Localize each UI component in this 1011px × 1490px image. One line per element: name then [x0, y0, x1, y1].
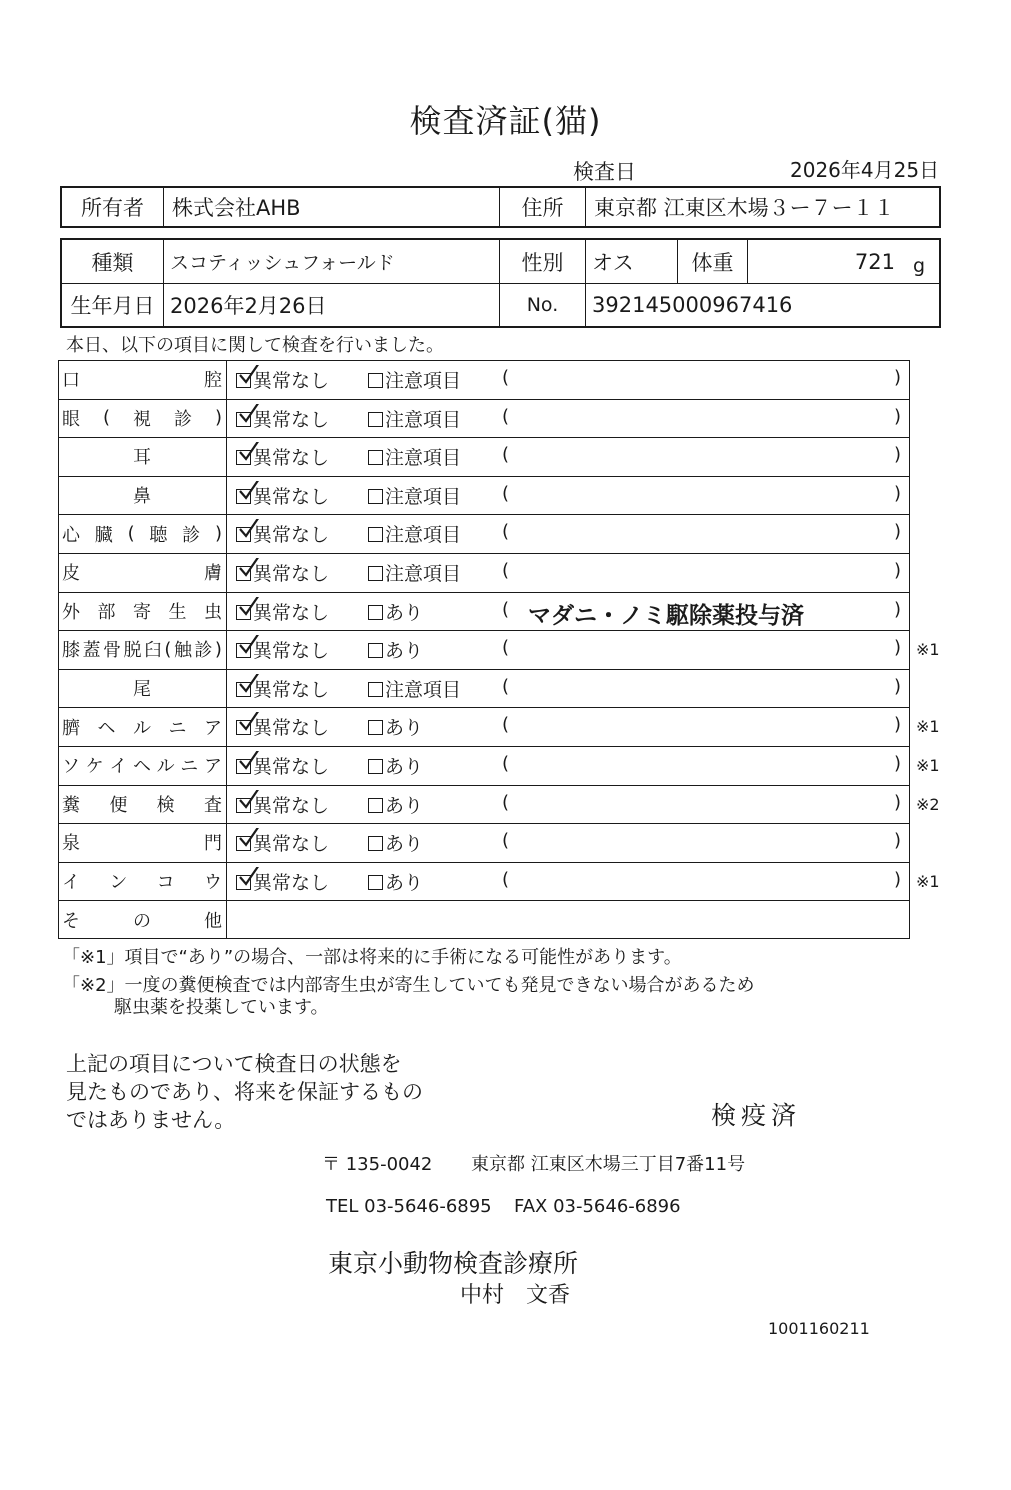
item-name-char: 外	[62, 601, 80, 623]
note-1: 「※1」項目で“あり”の場合、一部は将来的に手術になる可能性があります。	[62, 947, 682, 968]
paren-open: (	[502, 868, 510, 890]
item-footnote-mark: ※1	[916, 717, 940, 737]
normal-checkbox[interactable]	[236, 791, 329, 818]
normal-checkbox[interactable]	[236, 598, 329, 625]
no-value: 392145000967416	[585, 283, 941, 328]
normal-label: 異常なし	[253, 485, 330, 508]
check-mark-icon	[238, 828, 260, 850]
checkbox-unchecked[interactable]	[368, 605, 383, 620]
sex-label: 性別	[499, 238, 586, 284]
item-name	[58, 630, 226, 669]
item-name-char: 膚	[204, 563, 222, 585]
owner-label: 所有者	[60, 186, 164, 228]
item-name-char: ヘ	[132, 756, 151, 778]
item-name-char: 診	[173, 408, 192, 430]
alt-checkbox[interactable]	[368, 443, 461, 470]
paren-close: )	[894, 753, 902, 774]
item-name	[58, 592, 226, 631]
checkbox-unchecked[interactable]	[368, 643, 383, 658]
disclaimer-line: 見たものであり、将来を保証するもの	[66, 1080, 423, 1104]
clinic-address: 東京都 江東区木場三丁目7番11号	[471, 1154, 746, 1175]
item-footnote-mark: ※1	[916, 871, 940, 891]
note-2-cont: 駆虫薬を投薬しています。	[114, 997, 329, 1018]
serial-number: 1001160211	[768, 1319, 870, 1338]
item-name	[58, 900, 226, 939]
weight-unit: g	[912, 254, 925, 277]
checkbox-unchecked[interactable]	[368, 875, 383, 890]
item-name	[58, 553, 226, 592]
paren-open: (	[502, 714, 510, 736]
checkbox-checked[interactable]	[236, 720, 251, 735]
alt-checkbox[interactable]	[368, 675, 461, 702]
paren-open: (	[502, 405, 510, 427]
normal-checkbox[interactable]	[236, 405, 329, 432]
checkbox-checked[interactable]	[236, 527, 251, 542]
paren-close: )	[894, 868, 902, 890]
normal-label: 異常なし	[253, 447, 330, 470]
normal-label: 異常なし	[253, 678, 330, 701]
item-name-char: 聴	[149, 524, 168, 546]
normal-label: 異常なし	[253, 756, 330, 778]
disclaimer	[66, 1050, 423, 1134]
owner-value: 株式会社AHB	[163, 186, 500, 228]
checkbox-unchecked[interactable]	[368, 373, 383, 388]
breed-value: スコティッシュフォールド	[163, 238, 500, 284]
item-name-char: 臍	[62, 717, 80, 739]
paren-close: )	[894, 714, 902, 736]
alt-label: 注意項目	[385, 563, 462, 585]
paren-open: (	[502, 482, 510, 504]
item-name	[58, 746, 226, 785]
item-name-char: (	[127, 523, 135, 545]
clinic-fax: FAX 03-5646-6896	[514, 1196, 681, 1217]
item-name-char: 他	[204, 910, 222, 932]
check-mark-icon	[238, 481, 260, 503]
item-note: マダニ・ノミ駆除薬投与済	[528, 602, 804, 629]
alt-checkbox[interactable]	[368, 829, 423, 856]
item-name-char: ル	[156, 756, 175, 778]
alt-label: あり	[385, 833, 424, 856]
paren-close: )	[894, 675, 902, 697]
check-mark-icon	[238, 674, 260, 696]
check-mark-icon	[238, 442, 260, 464]
item-name-char: 皮	[62, 563, 80, 585]
check-mark-icon	[238, 558, 260, 580]
checkbox-checked[interactable]	[236, 836, 251, 851]
item-name-char: )	[214, 407, 222, 429]
checkbox-checked[interactable]	[236, 759, 251, 774]
normal-checkbox[interactable]	[236, 366, 329, 393]
checkbox-unchecked[interactable]	[368, 566, 383, 581]
paren-open: (	[502, 791, 510, 813]
item-name-char: 視	[133, 408, 151, 430]
alt-checkbox[interactable]	[368, 366, 461, 393]
item-name-char: 査	[203, 794, 222, 816]
item-name-char: 生	[168, 601, 187, 623]
normal-checkbox[interactable]	[236, 675, 329, 702]
check-mark-icon	[238, 365, 260, 387]
item-name-char: 耳	[133, 447, 151, 469]
no-label: No.	[499, 283, 586, 328]
checkbox-checked[interactable]	[236, 643, 251, 658]
item-name-char: ア	[203, 756, 222, 778]
exam-date: 2026年4月25日	[790, 158, 940, 182]
dob-value: 2026年2月26日	[163, 283, 500, 328]
item-name	[58, 862, 226, 901]
normal-checkbox[interactable]	[236, 713, 329, 740]
sex-value: オス	[585, 238, 678, 284]
item-name-char: そ	[62, 910, 80, 932]
normal-checkbox[interactable]	[236, 868, 329, 895]
paren-open: (	[502, 637, 510, 659]
alt-label: あり	[385, 756, 424, 778]
item-name	[58, 399, 226, 438]
alt-checkbox[interactable]	[368, 559, 461, 586]
item-name-char: 泉	[62, 833, 80, 855]
normal-label: 異常なし	[253, 563, 330, 585]
alt-label: 注意項目	[385, 370, 462, 392]
weight-cell	[747, 238, 941, 284]
alt-label: 注意項目	[385, 485, 462, 508]
address-value: 東京都 江東区木場３ー７ー１１	[585, 186, 941, 228]
checkbox-checked[interactable]	[236, 682, 251, 697]
item-name-char: )	[214, 523, 222, 545]
exam-date-label: 検査日	[573, 160, 636, 184]
quarantine-stamp: 検疫済	[711, 1101, 802, 1130]
item-name-char: 門	[204, 833, 222, 855]
item-name-char: ル	[133, 717, 151, 739]
paren-close: )	[894, 598, 902, 620]
normal-label: 異常なし	[253, 871, 330, 894]
item-name	[58, 437, 226, 476]
normal-checkbox[interactable]	[236, 559, 329, 586]
item-name-char: 心	[62, 524, 80, 546]
item-name	[58, 476, 226, 515]
disclaimer-line: ではありません。	[66, 1108, 236, 1132]
item-name-char: ヘ	[97, 717, 116, 739]
paren-open: (	[502, 560, 510, 581]
paren-close: )	[894, 830, 902, 852]
checkbox-unchecked[interactable]	[368, 527, 383, 542]
item-name-char: 口	[62, 370, 80, 392]
item-name-char: 糞	[62, 794, 80, 816]
checklist-column-divider	[226, 360, 227, 939]
alt-label: 注意項目	[385, 678, 462, 701]
paren-open: (	[502, 675, 510, 697]
normal-checkbox[interactable]	[236, 636, 329, 663]
alt-label: あり	[385, 717, 424, 740]
check-mark-icon	[238, 635, 260, 657]
alt-checkbox[interactable]	[368, 636, 423, 663]
paren-close: )	[894, 444, 902, 466]
item-name-char: 診	[182, 524, 201, 546]
item-name-char: 部	[97, 601, 116, 623]
alt-label: あり	[385, 794, 424, 817]
item-name-char: 触	[173, 640, 192, 662]
normal-checkbox[interactable]	[236, 443, 329, 470]
check-mark-icon	[238, 867, 260, 889]
alt-checkbox[interactable]	[368, 713, 423, 740]
alt-checkbox[interactable]	[368, 752, 423, 779]
intro-text: 本日、以下の項目に関して検査を行いました。	[66, 335, 444, 356]
normal-checkbox[interactable]	[236, 752, 329, 779]
checkbox-checked[interactable]	[236, 875, 251, 890]
paren-close: )	[894, 637, 902, 659]
item-name-char: 膝	[62, 640, 80, 662]
clinic-tel: TEL 03-5646-6895	[326, 1196, 492, 1217]
item-name-char: の	[133, 910, 151, 932]
normal-label: 異常なし	[253, 640, 330, 663]
normal-checkbox[interactable]	[236, 520, 329, 547]
item-name-char: ケ	[85, 756, 104, 778]
checkbox-checked[interactable]	[236, 489, 251, 504]
normal-label: 異常なし	[253, 833, 330, 856]
item-footnote-mark: ※2	[916, 794, 940, 814]
item-footnote-mark: ※1	[916, 756, 940, 775]
item-name-char: ニ	[180, 756, 199, 778]
normal-label: 異常なし	[253, 370, 330, 392]
item-name	[58, 785, 226, 824]
item-name-char: 臼	[143, 640, 162, 662]
check-mark-icon	[238, 597, 260, 619]
checkbox-unchecked[interactable]	[368, 412, 383, 427]
checkbox-checked[interactable]	[236, 566, 251, 581]
item-name-char: )	[214, 638, 222, 660]
paren-close: )	[894, 791, 902, 813]
alt-label: あり	[385, 601, 424, 624]
check-mark-icon	[238, 751, 260, 773]
paren-close: )	[894, 405, 902, 427]
item-name-char: ニ	[168, 717, 187, 739]
normal-checkbox[interactable]	[236, 829, 329, 856]
disclaimer-line: 上記の項目について検査日の状態を	[66, 1052, 402, 1076]
dob-label: 生年月日	[60, 283, 164, 328]
checkbox-unchecked[interactable]	[368, 759, 383, 774]
check-mark-icon	[238, 712, 260, 734]
weight-label: 体重	[677, 238, 748, 284]
normal-label: 異常なし	[253, 408, 330, 431]
item-name-char: 診	[194, 640, 213, 662]
address-label: 住所	[499, 186, 586, 228]
item-name-char: (	[164, 638, 172, 660]
paren-close: )	[894, 367, 902, 388]
checkbox-checked[interactable]	[236, 412, 251, 427]
checkbox-unchecked[interactable]	[368, 489, 383, 504]
doctor-name: 中村 文香	[460, 1283, 571, 1308]
paren-open: (	[502, 444, 510, 466]
item-name-char: 臓	[94, 524, 113, 546]
item-footnote-mark: ※1	[916, 640, 940, 660]
checkbox-checked[interactable]	[236, 605, 251, 620]
paren-open: (	[502, 521, 510, 543]
alt-checkbox[interactable]	[368, 598, 423, 625]
item-name-char: 検	[156, 794, 175, 816]
item-name-char: 便	[109, 794, 128, 816]
item-name-char: ウ	[203, 872, 222, 894]
checkbox-unchecked[interactable]	[368, 682, 383, 697]
checkbox-unchecked[interactable]	[368, 720, 383, 735]
paren-open: (	[502, 753, 510, 774]
normal-label: 異常なし	[253, 717, 330, 740]
check-mark-icon	[238, 790, 260, 812]
item-name-char: 鼻	[133, 486, 151, 508]
clinic-postal: 〒 135-0042	[322, 1154, 433, 1175]
alt-checkbox[interactable]	[368, 405, 461, 432]
item-name	[58, 669, 226, 708]
alt-checkbox[interactable]	[368, 482, 461, 509]
paren-open: (	[502, 367, 510, 388]
paren-close: )	[894, 482, 902, 504]
item-name-char: ア	[204, 717, 222, 739]
alt-checkbox[interactable]	[368, 868, 423, 895]
normal-label: 異常なし	[253, 524, 330, 547]
item-name-char: 腔	[204, 370, 222, 392]
normal-label: 異常なし	[253, 794, 330, 817]
item-name	[58, 514, 226, 553]
checkbox-checked[interactable]	[236, 450, 251, 465]
alt-checkbox[interactable]	[368, 520, 461, 547]
alt-label: あり	[385, 640, 424, 663]
weight-value: 721	[854, 249, 895, 274]
item-name-char: ン	[109, 872, 128, 894]
item-name-char: イ	[62, 872, 80, 894]
alt-checkbox[interactable]	[368, 791, 423, 818]
item-name	[58, 707, 226, 746]
item-name-char: 尾	[133, 679, 151, 701]
item-name-char: 骨	[102, 640, 121, 662]
item-name	[58, 360, 226, 399]
item-name-char: 虫	[204, 601, 222, 623]
item-name-char: コ	[156, 872, 175, 894]
item-name-char: (	[102, 407, 111, 429]
item-name-char: 眼	[62, 408, 80, 430]
checkbox-unchecked[interactable]	[368, 450, 383, 465]
alt-label: 注意項目	[385, 447, 462, 470]
item-name-char: イ	[109, 756, 128, 778]
checkbox-checked[interactable]	[236, 373, 251, 388]
item-name-char: 寄	[133, 601, 151, 623]
check-mark-icon	[238, 404, 260, 426]
alt-label: あり	[385, 871, 424, 894]
alt-label: 注意項目	[385, 524, 462, 547]
paren-open: (	[502, 830, 510, 852]
item-name-char: 脱	[123, 640, 142, 662]
checkbox-unchecked[interactable]	[368, 836, 383, 851]
checkbox-checked[interactable]	[236, 798, 251, 813]
paren-close: )	[894, 521, 902, 543]
item-name-char: ソ	[62, 756, 80, 778]
paren-close: )	[894, 560, 902, 581]
normal-label: 異常なし	[253, 601, 330, 624]
clinic-name: 東京小動物検査診療所	[328, 1249, 579, 1278]
breed-label: 種類	[60, 238, 164, 284]
alt-label: 注意項目	[385, 408, 462, 431]
page-title: 検査済証(猫)	[409, 102, 602, 140]
item-name	[58, 823, 226, 862]
note-2: 「※2」一度の糞便検査では内部寄生虫が寄生していても発見できない場合があるため	[62, 975, 755, 996]
check-mark-icon	[238, 519, 260, 541]
paren-open: (	[502, 598, 510, 620]
item-name-char: 蓋	[82, 640, 101, 662]
normal-checkbox[interactable]	[236, 482, 329, 509]
checkbox-unchecked[interactable]	[368, 798, 383, 813]
